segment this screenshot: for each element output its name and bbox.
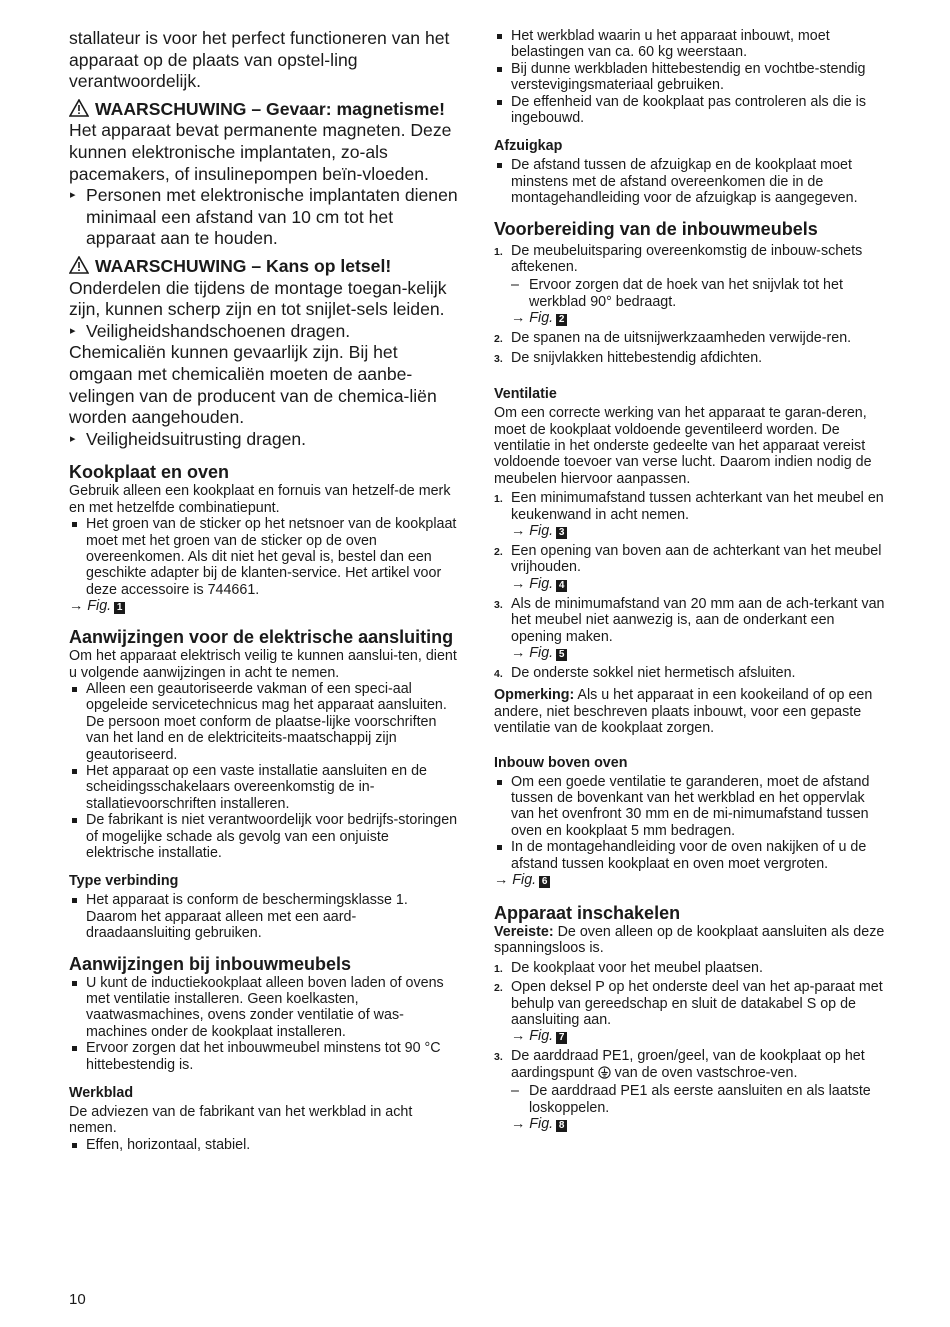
step-item: 3. De aarddraad PE1, groen/geel, van de kookplaat op het aardingspunt van de oven vastschroe-ven.	[494, 1048, 865, 1081]
right-column	[494, 28, 886, 1133]
heading-werkblad: Werkblad	[69, 1085, 134, 1102]
intro-text: stallateur is voor het perfect functioneren van het apparaat op de plaats van opstel-ling verantwoordelijk.	[69, 28, 450, 92]
substep: – Ervoor zorgen dat de hoek van het snijvlak tot het werkblad 90° bedraagt.	[511, 277, 843, 310]
heading-inbouwmeubels: Aanwijzingen bij inbouwmeubels	[69, 953, 352, 974]
arrow-right-icon: →	[511, 1116, 526, 1133]
page-number: 10	[69, 1291, 86, 1308]
figure-number: 2	[556, 314, 567, 326]
heading-inbouw-boven-oven: Inbouw boven oven	[494, 754, 628, 771]
heading-elektrische-aansluiting: Aanwijzingen voor de elektrische aansluiting	[69, 627, 454, 648]
list-item: Het apparaat op een vaste installatie aansluiten en de scheidingsschakelaars overeenkomstig de in-stallatievoorschriften installeren.	[69, 763, 461, 812]
heading-apparaat-inschakelen: Apparaat inschakelen	[494, 903, 681, 924]
arrow-right-icon: →	[69, 598, 84, 615]
heading-afzuigkap: Afzuigkap	[494, 138, 563, 155]
list-item: Het apparaat is conform de beschermingsklasse 1. Daarom het apparaat alleen met een aard-draadaansluiting gebruiken.	[69, 892, 461, 941]
arrow-right-icon: →	[511, 644, 526, 661]
warning-magnetism-action: ▸ Personen met elektronische implantaten dienen minimaal een afstand van 10 cm tot het apparaat aan te houden.	[70, 185, 458, 249]
warning-injury-action-1: ▸ Veiligheidshandschoenen dragen.	[70, 320, 351, 341]
list-item: De fabrikant is niet verantwoordelijk voor bedrijfs-storingen of mogelijke schade als gevolg van een onjuiste elektrische installatie.	[69, 812, 461, 861]
list-item: Om een goede ventilatie te garanderen, moet de afstand tussen de bovenkant van het werkblad en het oppervlak van het ovenfront 30 mm en de mi-nimumafstand tussen oven en kookplaat 5 mm bedragen.	[494, 774, 886, 840]
list-item: Bij dunne werkbladen hittebestendig en vochtbe-stendig verstevigingsmateriaal gebruiken.	[494, 61, 886, 94]
arrow-right-icon: →	[511, 522, 526, 539]
warning-magnetism-body: Het apparaat bevat permanente magneten. Deze kunnen elektronische implantaten, zo-als pacemakers, of insulinepompen beïn-vloeden.	[69, 120, 452, 184]
elektrisch-list	[69, 681, 461, 861]
warning-injury-body: Onderdelen die tijdens de montage toegan-kelijk zijn, kunnen scherp zijn en tot snijlet-sels leiden.	[69, 277, 447, 320]
figure-reference: → Fig. 1	[69, 598, 461, 615]
ground-symbol-icon	[598, 1066, 611, 1079]
triangle-bullet-icon: ▸	[70, 189, 76, 202]
warning-injury-action-2: ▸ Veiligheidsuitrusting dragen.	[70, 428, 307, 449]
list-item: De effenheid van de kookplaat pas controleren als die is ingebouwd.	[494, 94, 886, 127]
warning-injury-title: WAARSCHUWING – Kans op letsel!	[69, 256, 461, 278]
figure-reference: → Fig. 4	[494, 576, 886, 593]
list-item: Effen, horizontaal, stabiel.	[69, 1137, 461, 1153]
warning-magnetism-title: WAARSCHUWING – Gevaar: magnetisme!	[69, 99, 461, 121]
figure-number: 3	[556, 527, 567, 539]
inbouwmeubels-list	[69, 975, 461, 1073]
ventilatie-steps-4	[494, 665, 886, 681]
substep: – De aarddraad PE1 als eerste aansluiten en als laatste loskoppelen.	[511, 1083, 871, 1116]
kookplaat-intro: Gebruik alleen een kookplaat en fornuis van hetzelf-de merk en met hetzelfde combinatiepunt.	[69, 483, 451, 516]
ventilatie-steps-3	[494, 596, 886, 645]
figure-reference: → Fig. 8	[494, 1116, 886, 1133]
werkblad-list	[69, 1137, 461, 1153]
figure-reference: → Fig. 7	[494, 1028, 886, 1045]
ventilatie-steps-2	[494, 543, 886, 576]
step-item: 3. Als de minimumafstand van 20 mm aan de ach-terkant van het meubel niet aanwezig is, aan de onderkant een opening maken.	[494, 595, 885, 645]
figure-reference: → Fig. 3	[494, 523, 886, 540]
arrow-right-icon: →	[511, 310, 526, 327]
figure-reference: → Fig. 2	[494, 310, 886, 327]
ventilatie-steps	[494, 490, 886, 523]
warning-triangle-icon	[69, 256, 89, 274]
list-item: U kunt de inductiekookplaat alleen boven laden of ovens met ventilatie installeren. Geen koelkasten, vaatwasmachines, ovens zonder ventilatie of was-machines onder de kookplaat installeren.	[69, 975, 461, 1041]
inschakelen-prerequisite: Vereiste: De oven alleen op de kookplaat aansluiten als deze spanningsloos is.	[494, 924, 885, 957]
figure-reference: → Fig. 6	[494, 872, 886, 889]
ventilatie-intro: Om een correcte werking van het apparaat te garan-deren, moet de kookplaat voldoende geventileerd worden. De ventilatie in het onderste gedeelte van het apparaat vereist voldoende toevoer van verse lucht. Daarom indien nodig de meubelen hiervoor aanpassen.	[494, 405, 872, 487]
ventilatie-note: Opmerking: Als u het apparaat in een kookeiland of op een andere, niet beschreven plaats inbouwt, voor een gepaste ventilatie van de kookplaat zorgen.	[494, 687, 873, 737]
heading-ventilatie: Ventilatie	[494, 386, 557, 403]
triangle-bullet-icon: ▸	[70, 324, 76, 337]
elektrisch-intro: Om het apparaat elektrisch veilig te kunnen aanslui-ten, dient u volgende aanwijzingen in acht te nemen.	[69, 648, 457, 681]
triangle-bullet-icon: ▸	[70, 432, 76, 445]
step-item: 2. De spanen na de uitsnijwerkzaamheden verwijde-ren.	[494, 330, 852, 347]
figure-number: 8	[556, 1120, 567, 1132]
warning-triangle-icon	[69, 99, 89, 117]
heading-voorbereiding: Voorbereiding van de inbouwmeubels	[494, 218, 818, 239]
step-item: 1. Een minimumafstand tussen achterkant van het meubel en keukenwand in acht nemen.	[494, 490, 884, 523]
kookplaat-list	[69, 516, 461, 598]
arrow-right-icon: →	[511, 1028, 526, 1045]
step-item: 4. De onderste sokkel niet hermetisch afsluiten.	[494, 664, 796, 681]
inschakelen-steps-3	[494, 1048, 886, 1081]
figure-number: 5	[556, 649, 567, 661]
step-item: 3. De snijvlakken hittebestendig afdichten.	[494, 349, 763, 366]
step-item: 2. Een opening van boven aan de achterkant van het meubel vrijhouden.	[494, 542, 882, 576]
list-item: Alleen een geautoriseerde vakman of een speci-aal opgeleide servicetechnicus mag het apparaat aansluiten. De persoon moet conform de plaatse-lijke voorschriften van het land en de elektriciteits-maatschappij zijn geautoriseerd.	[69, 681, 461, 763]
voorbereiding-steps-continued	[494, 330, 886, 366]
list-item: Ervoor zorgen dat het inbouwmeubel minstens tot 90 °C hittebestendig is.	[69, 1040, 461, 1073]
arrow-right-icon: →	[494, 872, 509, 889]
list-item: De afstand tussen de afzuigkap en de kookplaat moet minstens met de afstand overeenkomen die in de montagehandleiding voor de afzuigkap is aangegeven.	[494, 157, 886, 206]
heading-kookplaat-oven: Kookplaat en oven	[69, 462, 230, 483]
figure-number: 1	[114, 602, 125, 614]
arrow-right-icon: →	[511, 575, 526, 592]
voorbereiding-steps	[494, 243, 886, 276]
afzuigkap-list	[494, 157, 886, 206]
step-item: 1. De kookplaat voor het meubel plaatsen.	[494, 959, 763, 976]
figure-reference: → Fig. 5	[494, 645, 886, 662]
figure-number: 4	[556, 580, 567, 592]
inbouw-oven-list	[494, 774, 886, 872]
left-column	[69, 28, 461, 1153]
figure-number: 7	[556, 1032, 567, 1044]
inschakelen-steps	[494, 960, 886, 1029]
werkblad-list-continued	[494, 28, 886, 126]
werkblad-intro: De adviezen van de fabrikant van het werkblad in acht nemen.	[69, 1104, 413, 1137]
type-list	[69, 892, 461, 941]
figure-number: 6	[539, 876, 550, 888]
step-item: 1. De meubeluitsparing overeenkomstig de inbouw-schets aftekenen.	[494, 242, 863, 276]
list-item: Het werkblad waarin u het apparaat inbouwt, moet belastingen van ca. 60 kg weerstaan.	[494, 28, 886, 61]
list-item: In de montagehandleiding voor de oven nakijken of u de afstand tussen kookplaat en oven moet vergroten.	[494, 839, 886, 872]
heading-type-verbinding: Type verbinding	[69, 873, 179, 890]
warning-chemicals-body: Chemicaliën kunnen gevaarlijk zijn. Bij het omgaan met chemicaliën moeten de aanbe-velingen van de producent van de chemica-liën worden aangehouden.	[69, 342, 437, 428]
list-item: Het groen van de sticker op het netsnoer van de kookplaat moet met het groen van de sticker op de oven overeenkomen. Als dit niet het geval is, bestel dan een geschikte adapter bij de klanten-service. Het artikel voor deze accessoire is 744661.	[69, 516, 461, 598]
step-item: 2. Open deksel P op het onderste deel van het ap-paraat met behulp van gereedschap en sluit de datakabel S op de aansluiting aan.	[494, 979, 883, 1029]
